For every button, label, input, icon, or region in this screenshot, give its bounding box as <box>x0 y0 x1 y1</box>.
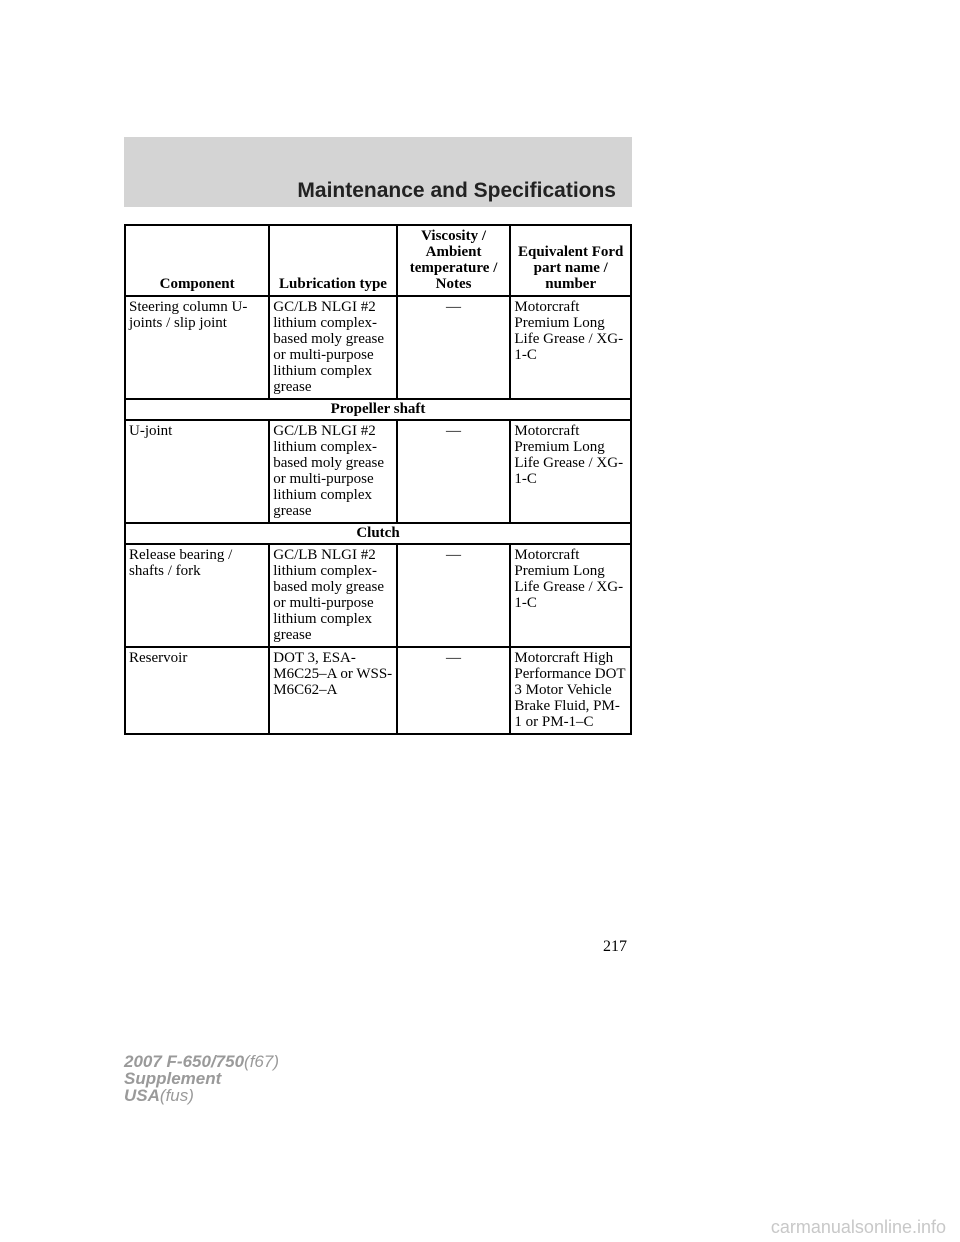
cell-viscosity: — <box>397 296 511 399</box>
footer-region: USA <box>124 1086 160 1105</box>
section-row <box>125 523 631 544</box>
column-header-lubrication: Lubrication type <box>269 225 396 296</box>
cell-lubrication: DOT 3, ESA-M6C25–A or WSS-M6C62–A <box>269 647 396 734</box>
cell-component: Steering column U-joints / slip joint <box>125 296 269 399</box>
cell-lubrication: GC/LB NLGI #2 lithium complex-based moly grease or multi-purpose lithium complex grease <box>269 420 396 523</box>
cell-viscosity: — <box>397 544 511 647</box>
table-header-row <box>125 225 631 296</box>
cell-component: Reservoir <box>125 647 269 734</box>
cell-component: U-joint <box>125 420 269 523</box>
page-number: 217 <box>603 938 627 955</box>
cell-lubrication: GC/LB NLGI #2 lithium complex-based moly grease or multi-purpose lithium complex grease <box>269 296 396 399</box>
cell-viscosity: — <box>397 647 511 734</box>
footer-doc-type: Supplement <box>124 1069 222 1088</box>
section-title: Maintenance and Specifications <box>297 179 616 202</box>
footer-model-code: (f67) <box>244 1052 280 1071</box>
column-header-part: Equivalent Ford part name / number <box>510 225 631 296</box>
column-header-viscosity: Viscosity / Ambient temperature / Notes <box>397 225 511 296</box>
section-header-band <box>124 137 632 207</box>
cell-viscosity: — <box>397 420 511 523</box>
footer-region-line <box>124 1087 279 1104</box>
cell-part: Motorcraft Premium Long Life Grease / XG-1-C <box>510 544 631 647</box>
lubricant-spec-table <box>124 224 632 735</box>
column-header-component: Component <box>125 225 269 296</box>
document-footer <box>124 1053 279 1104</box>
watermark: carmanualsonline.info <box>770 1217 946 1237</box>
footer-model: 2007 F-650/750 <box>124 1052 245 1071</box>
table-row <box>125 296 631 399</box>
section-row <box>125 399 631 420</box>
table-row <box>125 647 631 734</box>
footer-model-line <box>124 1053 279 1070</box>
cell-part: Motorcraft Premium Long Life Grease / XG-1-C <box>510 296 631 399</box>
cell-part: Motorcraft High Performance DOT 3 Motor Vehicle Brake Fluid, PM-1 or PM-1–C <box>510 647 631 734</box>
section-label: Clutch <box>125 523 631 544</box>
table-row <box>125 544 631 647</box>
cell-part: Motorcraft Premium Long Life Grease / XG-1-C <box>510 420 631 523</box>
cell-component: Release bearing / shafts / fork <box>125 544 269 647</box>
section-label: Propeller shaft <box>125 399 631 420</box>
table-row <box>125 420 631 523</box>
cell-lubrication: GC/LB NLGI #2 lithium complex-based moly grease or multi-purpose lithium complex grease <box>269 544 396 647</box>
footer-region-code: (fus) <box>159 1086 194 1105</box>
